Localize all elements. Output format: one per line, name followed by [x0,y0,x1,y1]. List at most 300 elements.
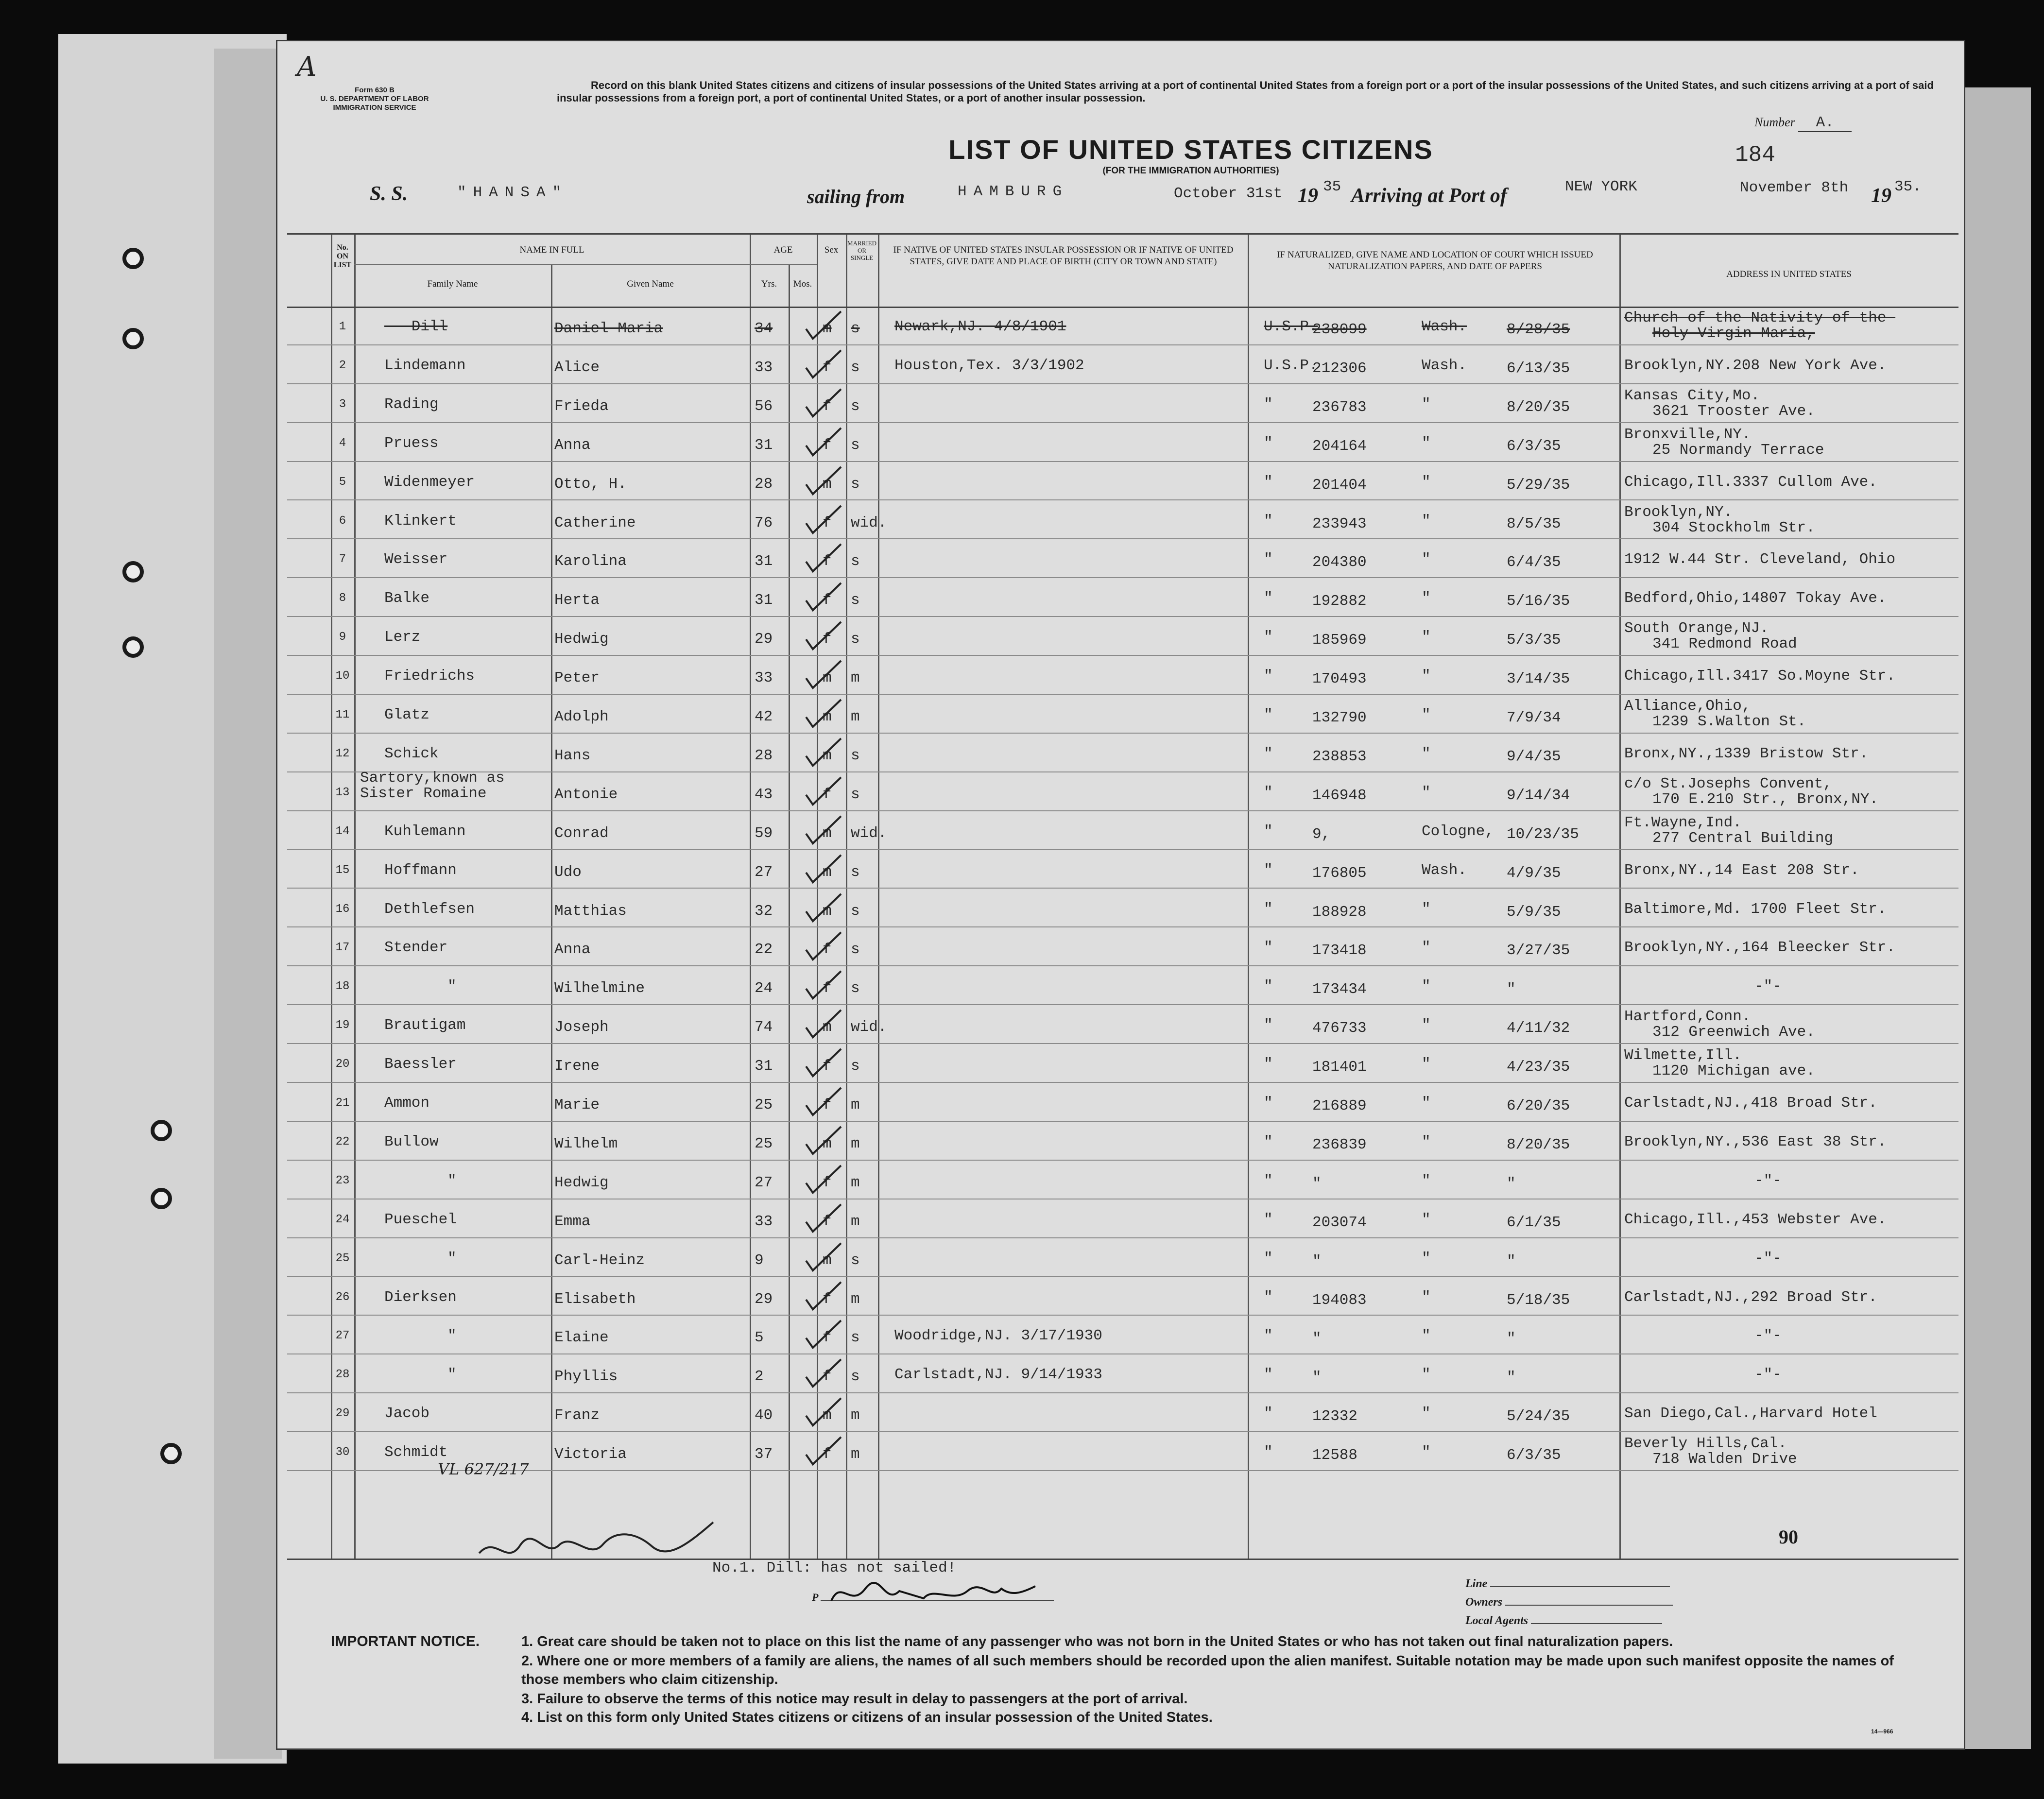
naturalization-number: 181401 [1312,1059,1367,1076]
naturalization-court: " [1264,1172,1273,1189]
binder-hole [151,1120,172,1141]
age-years: 37 [755,1446,773,1463]
naturalization-date: 10/23/35 [1507,825,1579,843]
check-mark-icon [802,348,846,382]
naturalization-number: 238853 [1312,748,1367,765]
address-line-1: Bronx,NY.,1339 Bristow Str. [1624,745,1869,762]
address-line-1: Chicago,Ill.3417 So.Moyne Str. [1624,668,1896,685]
naturalization-court: " [1264,784,1273,801]
given-name: Karolina [554,553,627,570]
marital-status: m [851,1213,860,1230]
age-years: 31 [755,553,773,570]
given-name: Herta [554,592,600,609]
age-years: 22 [755,941,773,959]
row-number: 11 [335,708,350,721]
check-mark-icon [802,892,846,926]
family-name-prefix: Sartory,known as [360,769,505,787]
given-name: Elaine [554,1329,609,1347]
naturalization-location: " [1422,512,1431,530]
naturalization-court: " [1264,1211,1273,1228]
table-row [287,927,1958,966]
binder-hole [122,248,144,269]
table-row [287,811,1958,850]
sex: f [823,1290,832,1308]
age-years: 28 [755,747,773,764]
table-row [287,1044,1958,1083]
address-line-1: Bronxville,NY. [1624,426,1751,443]
naturalization-court: " [1264,900,1273,918]
naturalization-date: 5/9/35 [1507,903,1561,921]
naturalization-court: " [1264,668,1273,685]
age-years: 33 [755,359,773,376]
age-years: 32 [755,902,773,920]
naturalization-number: 201404 [1312,476,1367,494]
sex: f [823,631,832,648]
header-name-in-full: NAME IN FULL [519,245,584,255]
check-mark-icon [802,969,846,1003]
naturalization-court: " [1264,473,1273,491]
naturalization-court: " [1264,1056,1273,1073]
naturalization-court: " [1264,978,1273,995]
family-name: Balke [384,590,430,607]
sex: m [823,902,832,920]
sex: f [823,1213,832,1230]
naturalization-number: 236839 [1312,1136,1367,1153]
check-mark-icon [802,1047,846,1081]
naturalization-number: 216889 [1312,1097,1367,1114]
family-name: Baessler [384,1056,457,1073]
row-number: 23 [335,1174,350,1187]
page-count: 90 [1779,1526,1798,1548]
number-underline: A. [1798,114,1852,132]
naturalization-number: 12588 [1312,1447,1358,1464]
table-row [287,617,1958,656]
given-name: Phyllis [554,1368,618,1386]
row-number: 7 [339,553,346,566]
family-name: Jacob [384,1405,430,1422]
check-mark-icon [802,1086,846,1120]
address-line-1: -"- [1754,978,1782,995]
family-name: " [447,1366,457,1384]
family-name: Ammon [384,1095,430,1112]
sex: f [823,1446,832,1463]
check-mark-icon [802,309,846,343]
marital-status: m [851,1097,860,1114]
naturalization-location: " [1422,1366,1431,1384]
naturalization-number: 204380 [1312,554,1367,571]
family-name: Pruess [384,434,439,452]
table-row [287,1161,1958,1199]
binder-hole [122,636,144,658]
sailing-date: October 31st [1174,185,1283,202]
family-name: Dierksen [384,1288,457,1306]
naturalization-court: " [1264,1095,1273,1112]
check-mark-icon [802,1241,846,1275]
marital-status: s [851,397,860,415]
family-name: ---Dill [384,318,448,335]
address-line-2: Holy-Virgin-Maria, [1652,325,1815,342]
sex: m [823,863,832,881]
address-line-1: San Diego,Cal.,Harvard Hotel [1624,1405,1877,1422]
age-years: 27 [755,863,773,881]
line-label: Line [1465,1577,1488,1590]
birth-place-date: Houston,Tex. 3/3/1902 [894,357,1084,374]
header-address: ADDRESS IN UNITED STATES [1726,269,1852,279]
header-sex: Sex [824,245,839,255]
check-mark-icon [802,1319,846,1353]
table-row [287,1238,1958,1277]
address-line-2: 170 E.210 Str., Bronx,NY. [1652,790,1879,808]
naturalization-location: " [1422,1133,1431,1150]
given-name: Alice [554,359,600,376]
age-years: 5 [755,1329,764,1347]
age-years: 9 [755,1251,764,1269]
given-name: Udo [554,863,582,881]
given-name: Irene [554,1058,600,1075]
binder-hole [160,1443,182,1464]
naturalization-date: " [1507,1175,1516,1192]
check-mark-icon [802,1202,846,1236]
sex: m [823,669,832,687]
table-row [287,1393,1958,1432]
family-name: " [447,1172,457,1189]
row-number: 21 [335,1097,350,1110]
family-name: Klinkert [384,512,457,530]
age-years: 33 [755,669,773,687]
marital-status: s [851,359,860,376]
marital-status: s [851,1251,860,1269]
naturalization-court: " [1264,1444,1273,1461]
address-line-1: Carlstadt,NJ.,292 Broad Str. [1624,1288,1877,1306]
purser-signature [826,1576,1040,1613]
naturalization-court: " [1264,1327,1273,1345]
form-subtitle: (FOR THE IMMIGRATION AUTHORITIES) [1102,166,1279,176]
given-name: Wilhelmine [554,980,645,997]
given-name: Frieda [554,397,609,415]
address-line-2: 304 Stockholm Str. [1652,519,1815,536]
row-number: 22 [335,1135,350,1148]
row-number: 28 [335,1368,350,1382]
table-row [287,384,1958,423]
marital-status: s [851,592,860,609]
naturalization-date: 6/4/35 [1507,554,1561,571]
family-name: Sister Romaine [360,785,487,802]
table-row [287,1277,1958,1316]
naturalization-location: " [1422,1405,1431,1422]
marital-status: s [851,941,860,959]
naturalization-location: " [1422,551,1431,568]
naturalization-court: " [1264,706,1273,723]
check-mark-icon [802,1280,846,1314]
naturalization-date: 8/5/35 [1507,515,1561,532]
naturalization-location: " [1422,706,1431,723]
header-age: AGE [773,245,793,255]
family-name: Schick [384,745,439,762]
naturalization-date: 6/3/35 [1507,1447,1561,1464]
given-name: Carl-Heinz [554,1251,645,1269]
row-number: 15 [335,863,350,877]
address-line-1: Hartford,Conn. [1624,1008,1751,1026]
underlying-page-right [1958,87,2031,1749]
address-line-1: -"- [1754,1172,1782,1189]
table-row [287,1199,1958,1238]
naturalization-court: " [1264,822,1273,840]
family-name: " [447,978,457,995]
naturalization-location: Wash. [1422,318,1467,335]
family-name: Lerz [384,629,421,646]
marital-status: s [851,786,860,803]
address-line-1: Alliance,Ohio, [1624,698,1751,715]
age-years: 25 [755,1097,773,1114]
row-number: 9 [339,631,346,644]
check-mark-icon [802,737,846,771]
naturalization-location: " [1422,473,1431,491]
table-row [287,695,1958,734]
age-years: 24 [755,980,773,997]
signature-marks [826,1576,1040,1611]
row-number: 25 [335,1251,350,1265]
naturalization-location: Cologne, [1422,822,1494,840]
sailing-port: HAMBURG [958,183,1069,200]
naturalization-number: 204164 [1312,437,1367,455]
sex: f [823,397,832,415]
manifest-page [276,40,1965,1750]
naturalization-location: " [1422,629,1431,646]
form-code: 14—966 [1871,1728,1893,1735]
ss-label: S. S. [370,183,408,205]
address-line-1: -"- [1754,1250,1782,1267]
row-number: 20 [335,1058,350,1071]
manifest-table [287,233,1958,1560]
number-label: Number [1754,115,1795,129]
marital-status: s [851,553,860,570]
sex: f [823,786,832,803]
row-number: 26 [335,1290,350,1304]
sex: f [823,941,832,959]
row-number: 24 [335,1213,350,1226]
corner-mark: A [297,51,317,83]
naturalization-date: 7/9/34 [1507,709,1561,726]
naturalization-court: " [1264,590,1273,607]
naturalization-location: " [1422,784,1431,801]
header-given-name: Given Name [627,279,674,289]
sex: f [823,1058,832,1075]
given-name: Matthias [554,902,627,920]
row-number: 17 [335,941,350,955]
sex: m [823,1019,832,1036]
address-line-2: 718 Walden Drive [1652,1451,1797,1468]
notice-item-2: 2. Where one or more members of a family are aliens, the names of all such members should be recorded upon the alien manifest. Suitable notation may be made upon such manifest opposite the names of those members who claim citizenship. [521,1653,1894,1687]
naturalization-location: " [1422,1211,1431,1228]
row-number: 14 [335,824,350,838]
given-name: Emma [554,1213,591,1230]
sex: m [823,1135,832,1152]
sex: m [823,475,832,493]
given-name: Franz [554,1407,600,1424]
notice-item-4: 4. List on this form only United States citizens or citizens of an insular possession of the United States. [521,1710,1213,1725]
age-years: 76 [755,514,773,531]
naturalization-date: 6/20/35 [1507,1097,1570,1114]
check-mark-icon [802,1435,846,1469]
binder-hole [151,1188,172,1209]
sex: f [823,1097,832,1114]
table-row [287,734,1958,772]
naturalization-court: " [1264,395,1273,413]
naturalization-date: 5/24/35 [1507,1408,1570,1425]
table-row [287,966,1958,1005]
check-mark-icon [802,930,846,964]
sex: m [823,747,832,764]
check-mark-icon [802,659,846,693]
table-row [287,850,1958,889]
sex: f [823,436,832,454]
year-suffix-2: 35. [1894,178,1922,195]
naturalization-location: " [1422,395,1431,413]
address-line-1: -"- [1754,1327,1782,1345]
check-mark-icon [802,775,846,809]
age-years: 29 [755,631,773,648]
form-id-block [316,86,433,112]
table-row [287,1122,1958,1161]
header-married-or-single: MARRIED OR SINGLE [847,240,876,261]
table-row [287,462,1958,501]
naturalization-date: 3/27/35 [1507,942,1570,959]
check-mark-icon [802,814,846,848]
address-line-1: c/o St.Josephs Convent, [1624,775,1832,792]
table-row [287,423,1958,462]
naturalization-number: " [1312,1252,1322,1270]
year-prefix-2: 19 [1871,185,1891,207]
sex: f [823,592,832,609]
naturalization-location: " [1422,668,1431,685]
family-name: " [447,1327,457,1345]
naturalization-number: 188928 [1312,903,1367,921]
table-row [287,1083,1958,1122]
marital-status: m [851,1446,860,1463]
given-name: Anna [554,436,591,454]
birth-place-date: Carlstadt,NJ. 9/14/1933 [894,1366,1102,1384]
given-name: Hans [554,747,591,764]
naturalization-court: U.S.P. [1264,318,1318,335]
footnote: No.1. Dill: has not sailed! [712,1559,957,1576]
row-number: 27 [335,1329,350,1343]
naturalization-number: 212306 [1312,360,1367,377]
check-mark-icon [802,1396,846,1430]
naturalization-number: 170493 [1312,670,1367,688]
age-years: 27 [755,1174,773,1191]
given-name: Anna [554,941,591,959]
naturalization-location: " [1422,1444,1431,1461]
address-line-2: 25 Normandy Terrace [1652,441,1824,459]
row-number: 19 [335,1019,350,1032]
address-line-1: Beverly Hills,Cal. [1624,1435,1787,1453]
address-line-1: Wilmette,Ill. [1624,1047,1742,1064]
address-line-1: -"- [1754,1366,1782,1384]
given-name: Conrad [554,824,609,842]
address-line-1: Chicago,Ill.,453 Webster Ave. [1624,1211,1887,1228]
age-years: 56 [755,397,773,415]
naturalization-date: 8/20/35 [1507,398,1570,416]
address-line-1: Kansas City,Mo. [1624,387,1760,404]
check-mark-icon [802,465,846,499]
naturalization-number: 194083 [1312,1291,1367,1309]
naturalization-location: " [1422,939,1431,957]
check-mark-icon [802,426,846,460]
naturalization-date: 5/16/35 [1507,593,1570,610]
age-years: 59 [755,824,773,842]
given-name: Antonie [554,786,618,803]
row-number: 3 [339,397,346,411]
given-name: Catherine [554,514,636,531]
notice-item-3: 3. Failure to observe the terms of this notice may result in delay to passengers at the port of arrival. [521,1691,1188,1707]
given-name: Wilhelm [554,1135,618,1152]
naturalization-date: 4/9/35 [1507,864,1561,882]
naturalization-court: " [1264,629,1273,646]
naturalization-date: 9/14/34 [1507,787,1570,804]
row-number: 12 [335,747,350,760]
footer-owners-label [1465,1596,1673,1609]
marital-status: m [851,1135,860,1152]
marital-status: s [851,1058,860,1075]
header-naturalized: IF NATURALIZED, GIVE NAME AND LOCATION OF COURT WHICH ISSUED NATURALIZATION PAPERS, AND DATE OF PAPERS [1277,250,1593,272]
year-prefix-1: 19 [1298,185,1318,207]
binder-hole [122,561,144,583]
owners-label: Owners [1465,1596,1503,1609]
sex: f [823,1368,832,1386]
sex: m [823,1251,832,1269]
naturalization-location: " [1422,1095,1431,1112]
marital-status: s [851,631,860,648]
naturalization-number: 9, [1312,825,1331,843]
address-line-1: Bedford,Ohio,14807 Tokay Ave. [1624,590,1887,607]
naturalization-court: " [1264,1405,1273,1422]
row-number: 10 [335,669,350,683]
naturalization-date: 6/3/35 [1507,437,1561,455]
family-name: Lindemann [384,357,466,374]
address-line-1: Brooklyn,NY.,164 Bleecker Str. [1624,939,1896,957]
row29-note: VL 627/217 [438,1460,529,1478]
marital-status: m [851,669,860,687]
family-name: Friedrichs [384,668,475,685]
check-mark-icon [802,387,846,421]
family-name: Glatz [384,706,430,723]
row-number: 18 [335,980,350,994]
naturalization-court: " [1264,512,1273,530]
naturalization-court: U.S.P. [1264,357,1318,374]
naturalization-date: 5/18/35 [1507,1291,1570,1309]
local-agents-label: Local Agents [1465,1614,1529,1627]
marital-status: m [851,1174,860,1191]
family-name: Bullow [384,1133,439,1150]
naturalization-court: " [1264,551,1273,568]
check-mark-icon [802,698,846,732]
family-name: Brautigam [384,1017,466,1034]
naturalization-number: 146948 [1312,787,1367,804]
marital-status: s [851,320,860,337]
header-yrs: Yrs. [761,279,777,289]
naturalization-number: 173434 [1312,981,1367,998]
naturalization-number: 203074 [1312,1214,1367,1231]
address-line-2: 1120 Michigan ave. [1652,1062,1815,1080]
marital-status: s [851,747,860,764]
row-number: 4 [339,436,346,450]
number-field [1754,114,1852,132]
address-line-1: Brooklyn,NY.208 New York Ave. [1624,357,1887,374]
address-line-1: Brooklyn,NY.,536 East 38 Str. [1624,1133,1887,1150]
table-row [287,501,1958,540]
naturalization-location: " [1422,1327,1431,1345]
naturalization-number: 238099 [1312,321,1367,338]
